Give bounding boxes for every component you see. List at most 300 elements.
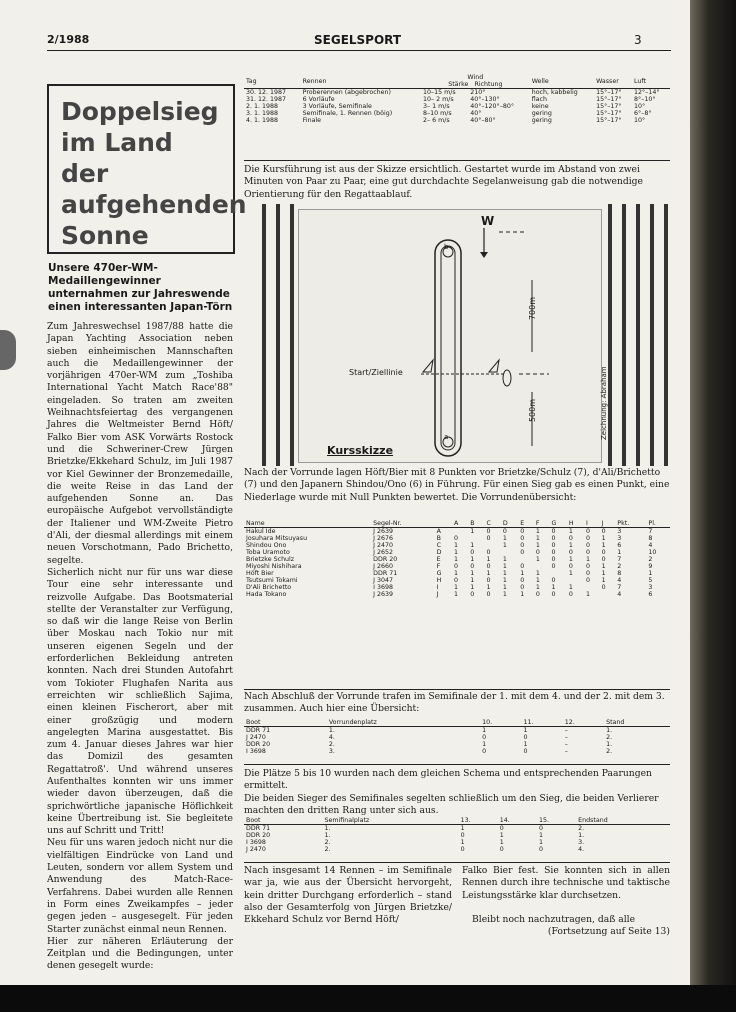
wind-label: W [481, 214, 495, 228]
table-cell: 1 [535, 584, 540, 591]
sketch-title: Kursskizze [327, 444, 394, 457]
table-cell: J 2639 [373, 528, 394, 535]
table-cell: 1 [486, 556, 491, 563]
table-cell: DDR 20 [246, 741, 271, 748]
table-cell: 6°–8° [634, 110, 652, 117]
table-cell: 1 [502, 542, 507, 549]
table-cell: J 2639 [373, 591, 394, 598]
table-cell: 9 [648, 563, 653, 570]
table-cell: J 3047 [373, 577, 394, 584]
col-header: G [550, 520, 567, 528]
table-cell: Toba Uramoto [246, 549, 290, 556]
table-cell: 7 [617, 584, 622, 591]
table-cell: 3 [617, 535, 622, 542]
table-cell: 8–10 m/s [422, 110, 452, 117]
table-cell: 3 [617, 528, 622, 535]
table-cell: I 3698 [246, 748, 266, 755]
col-header: Segel-Nr. [371, 520, 435, 528]
table-cell: 0 [585, 570, 590, 577]
table-cell: J 2660 [373, 563, 394, 570]
table-cell: 0 [520, 563, 525, 570]
closing-right-2: Bleibt noch nachzutragen, daß alle [472, 914, 636, 925]
table-cell: 1 [482, 727, 487, 734]
table-cell: 0 [551, 591, 556, 598]
conditions-row [244, 117, 670, 124]
conditions-row [244, 89, 670, 97]
wind-header: Wind [467, 74, 484, 81]
table-cell: hoch, kabbelig [531, 89, 578, 96]
table-cell: 4 [648, 542, 653, 549]
table-cell: flach [531, 96, 547, 103]
table-cell: 30. 12. 1987 [246, 89, 287, 96]
table-cell: 6 [617, 542, 622, 549]
table-cell: 15°–17° [596, 110, 622, 117]
table-cell: keine [531, 103, 549, 110]
table-cell: 1 [453, 556, 458, 563]
table-cell: 1 [568, 570, 573, 577]
closing-right: Falko Bier fest. Sie konnten sich in allen Rennen durch ihre technische und taktische Leistungsstärke klar durchsetzen. [462, 865, 670, 901]
table-cell: 10 [648, 549, 657, 556]
table-cell: 0 [486, 535, 491, 542]
table-cell: 1 [486, 570, 491, 577]
col-header: Semifinalplatz [323, 817, 459, 825]
table-cell: 2. [606, 734, 613, 741]
table-cell: 0 [601, 549, 606, 556]
table-cell: 0 [453, 535, 458, 542]
table-cell: 1 [470, 584, 475, 591]
table-cell: 1 [535, 542, 540, 549]
table-cell [600, 591, 616, 598]
col-header: 10. [480, 719, 521, 727]
table-cell: 1 [601, 535, 606, 542]
table-rule [244, 689, 670, 690]
table-cell: – [564, 734, 568, 741]
binding-hole [0, 330, 16, 370]
para-semi-intro: Nach Abschluß der Vorrunde trafen im Semifinale der 1. mit dem 4. und der 2. mit dem 3. zusammen. Auch hier eine Übersicht: [244, 691, 665, 715]
table-cell: 15°–17° [596, 117, 622, 124]
table-cell: 1 [453, 570, 458, 577]
col-header: H [567, 520, 584, 528]
closing-left: Nach insgesamt 14 Rennen – im Semifinale war ja, wie aus der Übersicht hervorgeht, kein dritter Durchgang erforderlich – stand also der Gesamterfolg von Jürgen Brietzke/ Ekkehard Schulz vor Bernd Höft/ [244, 865, 452, 926]
table-cell: 0 [486, 549, 491, 556]
table-rule [244, 160, 670, 161]
conditions-row [244, 110, 670, 117]
table-cell: J 2470 [246, 734, 266, 741]
table-cell: 1 [585, 556, 590, 563]
table-cell: 0 [520, 584, 525, 591]
table-cell: Höft Bier [246, 570, 274, 577]
table-cell: 1 [470, 542, 475, 549]
table-cell: 1 [568, 542, 573, 549]
book-edge [690, 0, 736, 1012]
table-cell: gering [531, 117, 552, 124]
table-cell: 1 [502, 563, 507, 570]
table-cell: 1 [460, 825, 465, 832]
table-cell: Tsutsumi Tokami [246, 577, 298, 584]
table-cell: 0 [601, 556, 606, 563]
table-cell: 1 [538, 839, 543, 846]
table-cell: DDR 20 [246, 832, 271, 839]
table-cell: C [436, 542, 442, 549]
table-cell: 0 [601, 528, 606, 535]
table-cell: 0 [486, 577, 491, 584]
table-cell: Hada Tokano [246, 591, 287, 598]
table-cell: 1 [453, 584, 458, 591]
table-cell: 2. [578, 825, 585, 832]
distance-label: 700m [528, 296, 538, 321]
decorative-bar [290, 204, 294, 466]
table-cell: – [564, 741, 568, 748]
vorrunde-row [244, 563, 670, 570]
table-cell: 0 [520, 542, 525, 549]
table-cell [550, 570, 567, 577]
table-cell: 0 [460, 846, 465, 853]
final-row [244, 846, 670, 853]
col-header: Endstand [576, 817, 670, 825]
mark-label: a [444, 433, 449, 441]
start-line-label: Start/Ziellinie [349, 368, 403, 377]
distance-label: 500m [528, 398, 538, 423]
col-header: E [518, 520, 534, 528]
table-cell: 1 [520, 570, 525, 577]
table-cell: 10–15 m/s [422, 89, 456, 96]
col-header: 14. [498, 817, 537, 825]
col-header: Luft [632, 74, 670, 89]
table-cell: 40°–130° [470, 96, 500, 103]
table-cell: D'Ali Brichetto [246, 584, 292, 591]
table-cell: 1 [538, 832, 543, 839]
table-cell: 0 [499, 825, 504, 832]
table-cell: 1. [324, 832, 331, 839]
table-cell: 1 [523, 741, 528, 748]
course-diagram [299, 210, 601, 462]
table-cell: 3. [578, 839, 585, 846]
table-cell: 1 [502, 584, 507, 591]
vorrunde-row [244, 528, 670, 536]
table-cell: 4. [328, 734, 335, 741]
table-cell: I 3698 [373, 584, 394, 591]
table-cell: 40°–120°–80° [470, 103, 515, 110]
table-cell: 0 [538, 825, 543, 832]
table-cell: 3. [328, 748, 335, 755]
table-cell: 0 [551, 577, 556, 584]
col-header: A [452, 520, 468, 528]
table-cell: 1 [453, 549, 458, 556]
table-cell: E [436, 556, 441, 563]
table-cell: 1 [499, 832, 504, 839]
table-cell: 4. 1. 1988 [246, 117, 279, 124]
col-header: J [600, 520, 616, 528]
table-cell [518, 556, 534, 563]
table-cell: DDR 71 [373, 570, 398, 577]
table-cell: 2 [648, 556, 653, 563]
table-cell: 0 [520, 549, 525, 556]
table-cell: 1 [535, 528, 540, 535]
table-cell: B [436, 535, 441, 542]
table-cell: 0 [551, 542, 556, 549]
semifinal-row [244, 748, 670, 755]
table-cell: 2. 1. 1988 [246, 103, 279, 110]
table-cell [484, 542, 500, 549]
vorrunde-row [244, 584, 670, 591]
col-header [435, 520, 452, 528]
table-cell: 210° [470, 89, 486, 96]
final-row [244, 832, 670, 839]
table-cell: 1 [502, 570, 507, 577]
para-semi-after: Die Plätze 5 bis 10 wurden nach dem gleichen Schema und entsprechenden Paarungen ermittelt. [244, 768, 652, 792]
table-cell: 3– 1 m/s [422, 103, 450, 110]
table-cell: 0 [585, 549, 590, 556]
table-cell: 0 [568, 591, 573, 598]
table-cell: 1 [601, 563, 606, 570]
headline-line: Doppelsieg [61, 97, 219, 126]
table-cell: 1 [453, 591, 458, 598]
lead-text: Unsere 470er-WM-Medaillengewinner unternahmen zur Jahreswende einen interessanten Japan-Törn [48, 262, 233, 313]
vorrunde-row [244, 535, 670, 542]
table-cell: 1 [470, 577, 475, 584]
table-cell: 0 [551, 549, 556, 556]
scan-bottom-strip [0, 985, 736, 1012]
table-cell: 0 [535, 549, 540, 556]
conditions-row [244, 96, 670, 103]
table-cell: 0 [551, 535, 556, 542]
conditions-row [244, 103, 670, 110]
table-cell: 0 [482, 734, 487, 741]
table-cell: 15°–17° [596, 103, 622, 110]
col-header: Tag [244, 74, 301, 89]
table-cell: 1 [482, 741, 487, 748]
col-header: I [584, 520, 600, 528]
table-cell: 0 [585, 528, 590, 535]
table-cell: Shindou Ono [246, 542, 287, 549]
table-cell: I [436, 584, 439, 591]
col-header: Wasser [594, 74, 632, 89]
table-cell: 1. [324, 825, 331, 832]
table-cell: 0 [568, 549, 573, 556]
table-cell: 2 [617, 563, 622, 570]
course-sketch [298, 209, 602, 463]
table-cell: 0 [470, 563, 475, 570]
table-cell: 6 Vorläufe [302, 96, 335, 103]
table-cell: 0 [482, 748, 487, 755]
table-cell: 1. [578, 832, 585, 839]
table-cell: H [436, 577, 442, 584]
semifinal-row [244, 734, 670, 741]
table-cell: 4 [617, 577, 622, 584]
table-cell: 1 [453, 542, 458, 549]
semifinal-row [244, 727, 670, 735]
table-cell: 0 [585, 577, 590, 584]
col-header: Vorrundenplatz [327, 719, 480, 727]
table-cell: DDR 71 [246, 727, 271, 734]
headline-line: Sonne [61, 221, 149, 250]
table-cell: F [436, 563, 441, 570]
table-cell: 8 [648, 535, 653, 542]
table-cell: 40°–80° [470, 117, 496, 124]
table-cell: – [564, 727, 568, 734]
final-row [244, 839, 670, 846]
table-cell: 1 [499, 839, 504, 846]
table-cell: 1 [601, 577, 606, 584]
vorrunde-table [244, 520, 670, 598]
table-cell: I 3698 [246, 839, 266, 846]
table-cell: 1 [535, 556, 540, 563]
table-cell [534, 563, 550, 570]
continued-note: (Fortsetzung auf Seite 13) [547, 926, 670, 937]
table-cell: 1 [470, 528, 475, 535]
col-header: Boot [244, 719, 327, 727]
article-column-1 [47, 321, 233, 973]
table-cell: 0 [453, 563, 458, 570]
table-cell: 40° [470, 110, 482, 117]
table-cell: 0 [486, 528, 491, 535]
table-cell: 4 [617, 591, 622, 598]
table-cell: 0 [585, 542, 590, 549]
table-cell: 0 [499, 846, 504, 853]
vorrunde-row [244, 542, 670, 549]
table-cell: 1 [535, 577, 540, 584]
page-number: 3 [634, 33, 642, 47]
table-cell: 0 [551, 556, 556, 563]
para-final-intro: Die beiden Sieger des Semifinales segelten schließlich um den Sieg, die beiden Verlierer machten den dritten Rang unter sich aus. [244, 793, 659, 817]
table-cell: J 2652 [373, 549, 394, 556]
col-header: Boot [244, 817, 323, 825]
table-cell: 7 [617, 556, 622, 563]
table-cell: 7 [648, 528, 653, 535]
col-header: B [468, 520, 484, 528]
wind-strength-header: Stärke [448, 81, 469, 88]
table-cell: 1 [648, 570, 653, 577]
table-cell: gering [531, 110, 552, 117]
table-cell: 2. [606, 748, 613, 755]
table-cell: 0 [453, 577, 458, 584]
table-cell: 0 [538, 846, 543, 853]
col-header: 13. [459, 817, 498, 825]
table-cell: 12°–14° [634, 89, 660, 96]
final-table [244, 817, 670, 853]
table-cell: 0 [520, 577, 525, 584]
col-header [421, 74, 530, 89]
table-rule [244, 764, 670, 765]
vorrunde-row [244, 577, 670, 584]
table-cell: J [436, 591, 439, 598]
mark-label: b [444, 243, 449, 251]
table-rule [244, 862, 670, 863]
table-cell: 1 [535, 570, 540, 577]
table-cell: 1 [568, 528, 573, 535]
table-cell: Finale [302, 117, 322, 124]
table-cell: 1 [502, 591, 507, 598]
col-header: F [534, 520, 550, 528]
table-cell: 1 [502, 577, 507, 584]
paragraph: Zum Jahreswechsel 1987/88 hatte die Japan Yachting Association neben sieben einheimischen Mannschaften auch die Medaillengewinner der vorjährigen 470er-WM zum „Toshiba International Yacht Match Race'88" eingeladen. So traten am zweiten Weihnachtsfeiertag des vergangenen Jahres die Weltmeister Bernd Höft/ Falko Bier vom ASK Vorwärts Rostock und die Schweriner-Crew Jürgen Brietzke/Ekkehard Schulz, im Juli 1987 vor Kiel Gewinner der Bronzemedaille, die weite Reise in das Land der aufgehenden Sonne an. Das europäische Aufgebot vervollständigte der Italiener und WM-Zweite Pietro d'Ali, der diesmal allerdings mit einem neuen Vorschotmann, Pado Brichetto, segelte. [47, 321, 233, 566]
table-cell: Proberennen (abgebrochen) [302, 89, 391, 96]
table-cell [567, 577, 584, 584]
table-cell: 1 [585, 591, 590, 598]
col-header: 11. [521, 719, 562, 727]
col-header: Rennen [301, 74, 421, 89]
table-cell: 1 [601, 542, 606, 549]
table-cell: Hakul Ide [246, 528, 276, 535]
col-header: D [501, 520, 518, 528]
decorative-bar [650, 204, 654, 466]
table-cell: – [564, 748, 568, 755]
table-cell [452, 528, 468, 536]
table-cell: 0 [568, 563, 573, 570]
table-cell: 1. [606, 741, 613, 748]
decorative-bar [636, 204, 640, 466]
issue-number: 2/1988 [47, 33, 90, 46]
table-cell: 2. [328, 741, 335, 748]
table-cell: Miyoshi Nishihara [246, 563, 302, 570]
table-cell: J 2470 [373, 542, 394, 549]
table-cell: 5 [648, 577, 653, 584]
table-cell: 3. 1. 1988 [246, 110, 279, 117]
magazine-title: SEGELSPORT [314, 33, 402, 47]
col-header: Pl. [646, 520, 670, 528]
table-cell: 2. [324, 839, 331, 846]
decorative-bar [262, 204, 266, 466]
paragraph: Sicherlich nicht nur für uns war diese Tour eine sehr interessante und reizvolle Aufgabe. Das Bootsmaterial stellte der Veranstalter zur Verfügung, so daß wir die lange Reise von Berlin über Moskau nach Tokio nur mit unseren eigenen Segeln und der erforderlichen Bekleidung antreten konnten. Nach drei Stunden Autofahrt vom Tokioter Flughafen Narita aus erreichten wir schließlich Sajima, einen kleinen Fischerort, aber mit einer großzügig und modern angelegten Marina ausgestattet. Bis zum 4. Januar dieses Jahres war hier das Domizil des gesamten Regattatroß'. Und während unseres Aufenthaltes konnten wir uns immer wieder davon überzeugen, daß die sprichwörtliche japanische Höflichkeit keine Übertreibung ist. Sie begleitete uns auf Schritt und Tritt! [47, 566, 233, 837]
table-cell: 8 [617, 570, 622, 577]
table-cell: 0 [551, 528, 556, 535]
table-cell [468, 535, 484, 542]
col-header: C [484, 520, 500, 528]
table-cell [584, 584, 600, 591]
table-cell: 0 [520, 535, 525, 542]
table-cell: 0 [486, 563, 491, 570]
table-cell: 0 [601, 584, 606, 591]
table-cell: 31. 12. 1987 [246, 96, 287, 103]
table-cell: 0 [470, 549, 475, 556]
table-cell: 1 [502, 535, 507, 542]
table-cell: 1 [520, 591, 525, 598]
vorrunde-row [244, 570, 670, 577]
decorative-bar [608, 204, 612, 466]
table-cell: 1 [502, 556, 507, 563]
table-cell: 0 [551, 563, 556, 570]
col-header: Welle [530, 74, 594, 89]
paragraph: Hier zur näheren Erläuterung der Zeitplan und die Bedingungen, unter denen gesegelt wurde: [47, 935, 233, 972]
table-cell: 1 [470, 556, 475, 563]
table-cell [501, 549, 518, 556]
table-cell: 1 [486, 584, 491, 591]
conditions-table [244, 74, 670, 124]
table-cell: 1 [617, 549, 622, 556]
table-cell: 1 [601, 570, 606, 577]
col-header: Stand [604, 719, 670, 727]
wind-direction-header: Richtung [474, 81, 503, 88]
table-cell: Brietzke Schulz [246, 556, 295, 563]
table-cell: DDR 71 [246, 825, 271, 832]
table-cell: 0 [585, 535, 590, 542]
decorative-bar [622, 204, 626, 466]
table-cell: 0 [502, 528, 507, 535]
final-row [244, 825, 670, 833]
para-vorrunde: Nach der Vorrunde lagen Höft/Bier mit 8 Punkten vor Brietzke/Schulz (7), d'Ali/Brichetto (7) und den Japanern Shindou/Ono (6) in Führung. Für einen Sieg gab es einen Punkt, eine Niederlage wurde mit Null Punkten bewertet. Die Vorrundenübersicht: [244, 467, 670, 503]
vorrunde-row [244, 556, 670, 563]
table-cell: G [436, 570, 442, 577]
table-cell: 0 [460, 832, 465, 839]
table-cell: 4. [578, 846, 585, 853]
table-cell: 0 [470, 591, 475, 598]
table-cell: 0 [568, 535, 573, 542]
table-cell: 8°–10° [634, 96, 656, 103]
table-cell: 0 [585, 563, 590, 570]
table-cell: 1 [460, 839, 465, 846]
table-cell: 0 [523, 734, 528, 741]
decorative-bar [276, 204, 280, 466]
